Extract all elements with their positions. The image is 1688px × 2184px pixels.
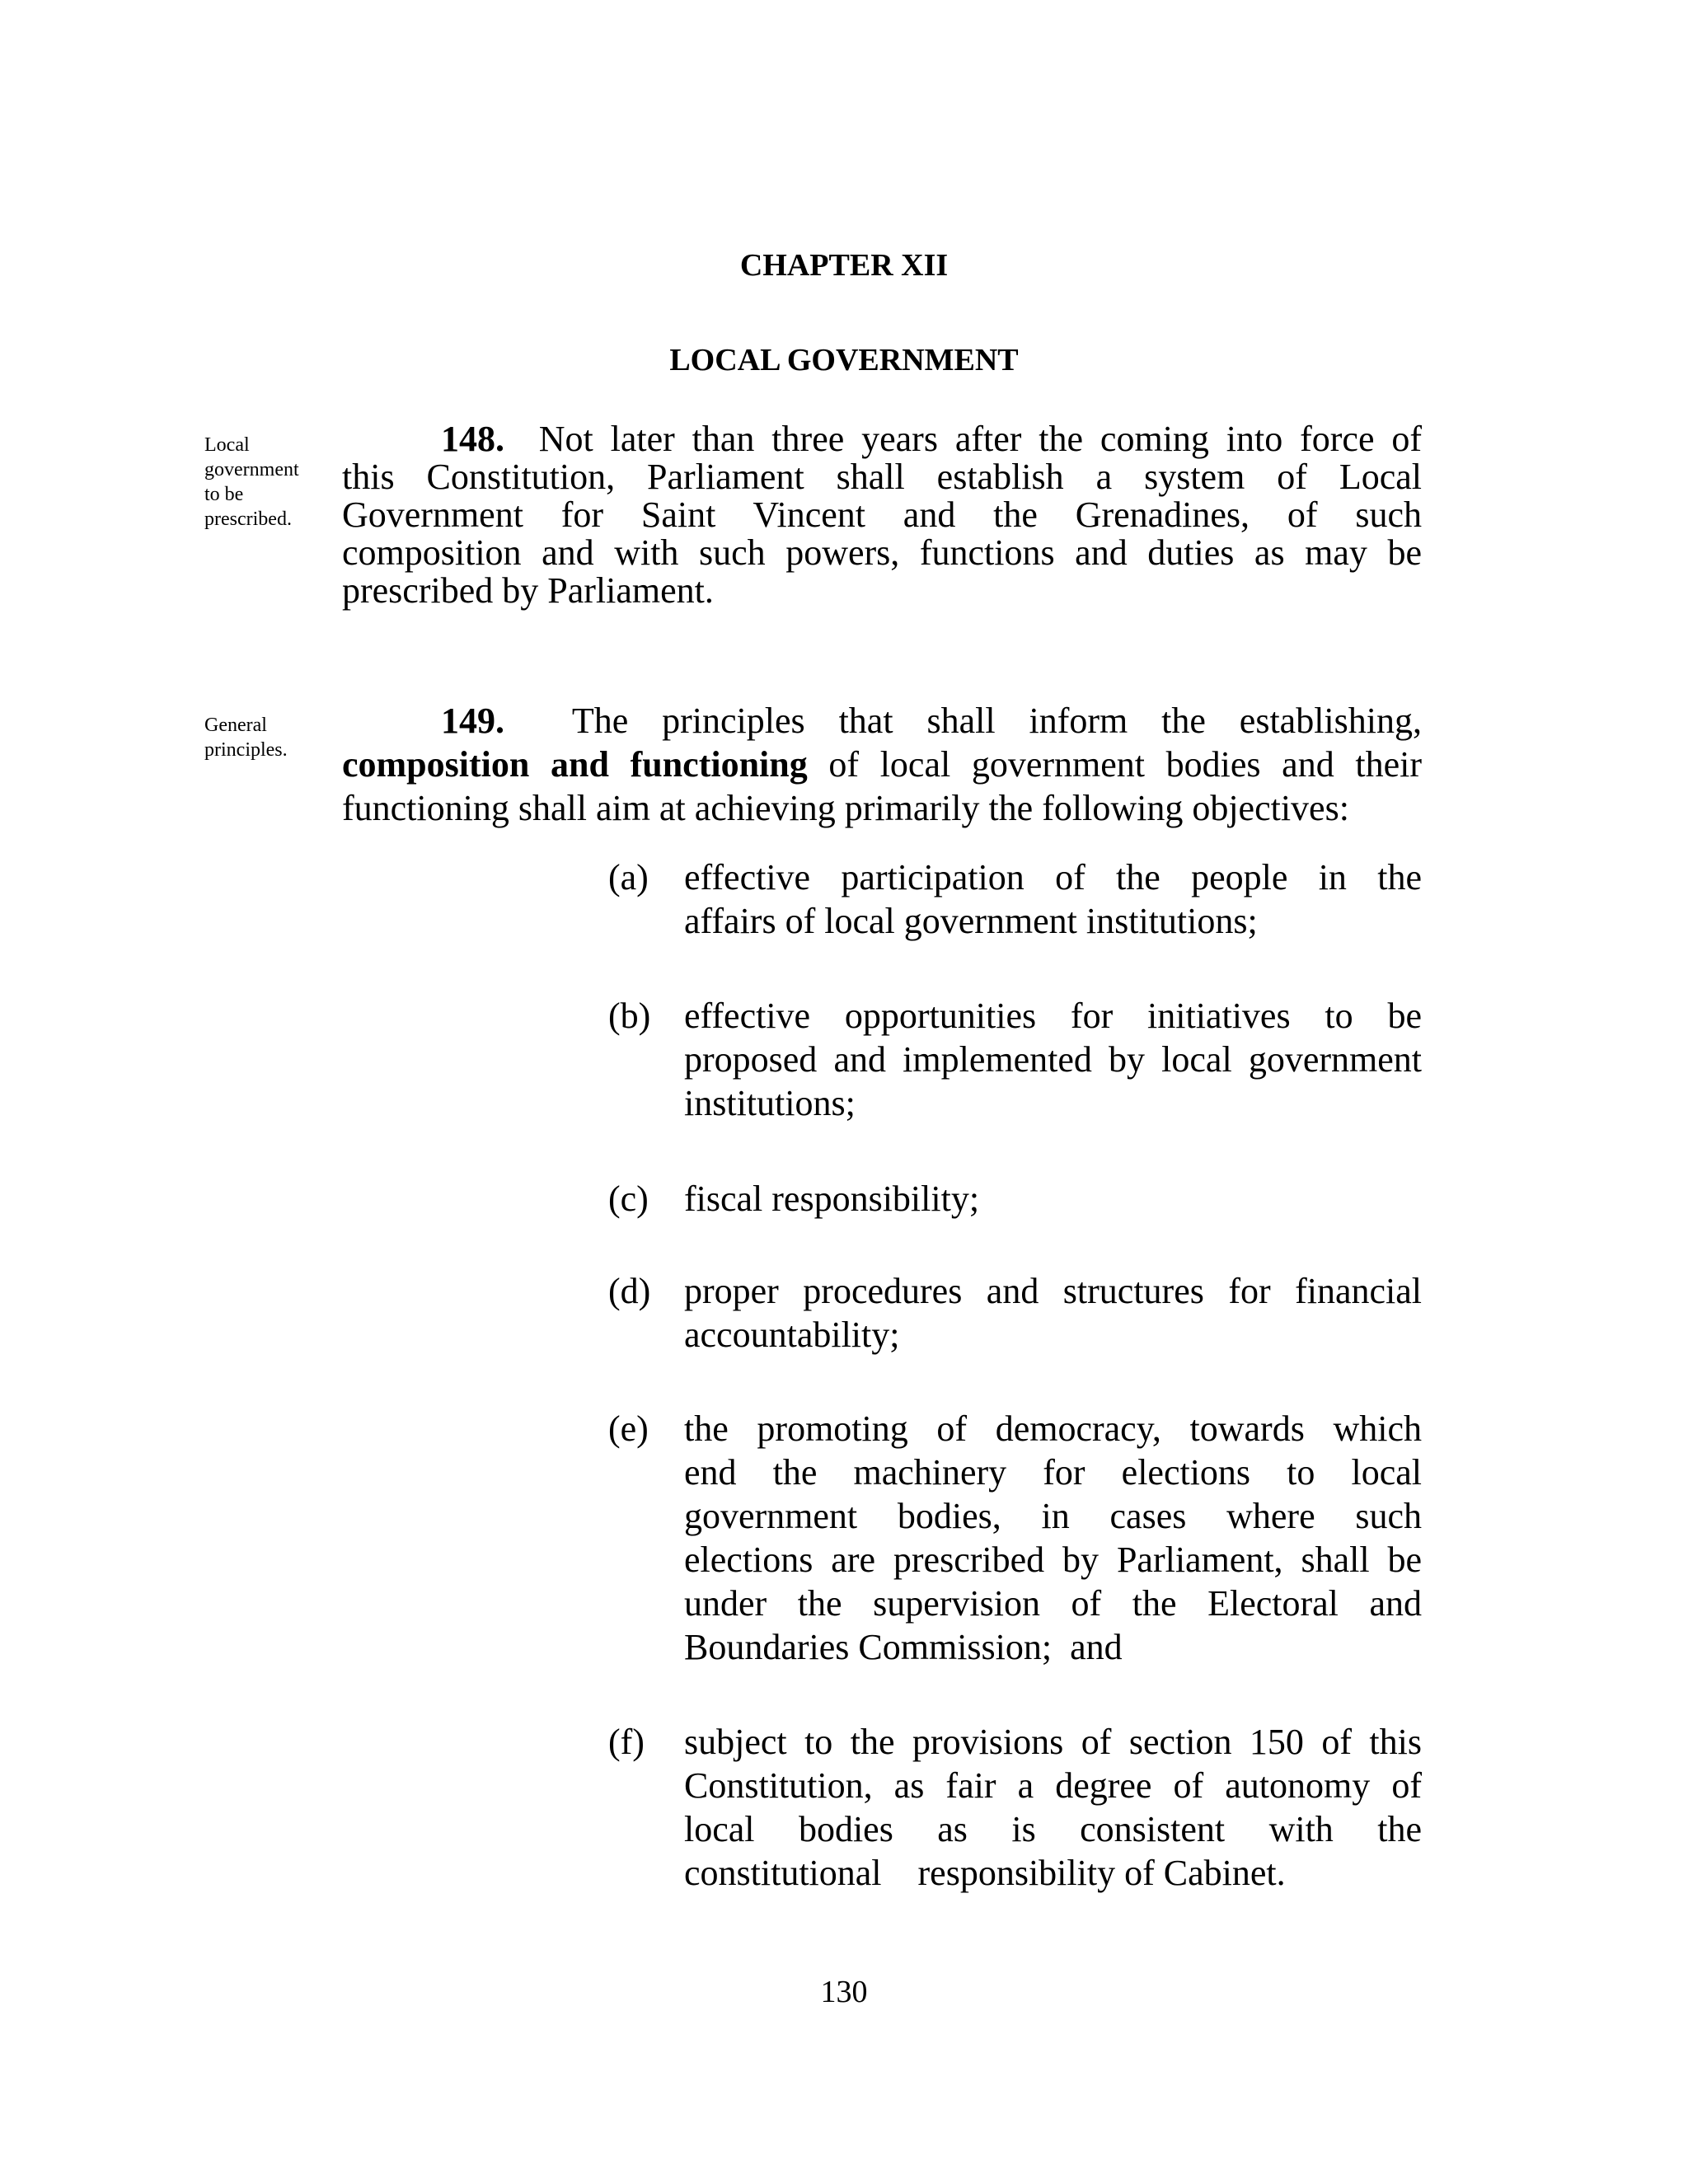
paragraph-line: this Constitution, Parliament shall establish a system of Local xyxy=(342,457,1422,497)
item-line: government bodies, in cases where such xyxy=(684,1496,1422,1536)
item-label: (f) xyxy=(608,1722,645,1762)
item-line: accountability; xyxy=(684,1315,900,1355)
margin-note-line: Local xyxy=(204,434,250,456)
paragraph-line: composition and with such powers, functions and duties as may be xyxy=(342,532,1422,573)
item-line: Constitution, as fair a degree of autonomy of xyxy=(684,1765,1422,1806)
chapter-title: LOCAL GOVERNMENT xyxy=(669,343,1019,377)
margin-note-line: principles. xyxy=(204,739,288,761)
item-line: proper procedures and structures for financial xyxy=(684,1271,1422,1311)
item-line: subject to the provisions of section 150 of this xyxy=(684,1722,1422,1762)
item-text xyxy=(684,1177,1422,1221)
chapter-number: CHAPTER XII xyxy=(739,248,949,283)
page-number: 130 xyxy=(820,1975,868,2009)
item-text xyxy=(684,855,1422,943)
paragraph-line xyxy=(342,699,1422,743)
item-text xyxy=(684,1269,1422,1357)
item-line: affairs of local government institutions; xyxy=(684,901,1258,941)
line-text: Not later than three years after the coming into force of xyxy=(538,419,1423,459)
paragraph-line xyxy=(342,743,1422,786)
item-line: end the machinery for elections to local xyxy=(684,1452,1422,1493)
paragraph-line: functioning shall aim at achieving primarily the following objectives: xyxy=(342,788,1349,828)
paragraph-line: Government for Saint Vincent and the Grenadines, of such xyxy=(342,494,1422,535)
item-line: local bodies as is consistent with the xyxy=(684,1809,1422,1849)
line-text: The principles that shall inform the establishing, xyxy=(571,701,1422,741)
paragraph-line xyxy=(342,420,1422,458)
item-line: fiscal responsibility; xyxy=(684,1179,980,1219)
section-148-paragraph xyxy=(342,420,1422,610)
margin-note-149 xyxy=(204,713,320,762)
line-text: of local government bodies and their xyxy=(807,744,1422,785)
margin-note-148 xyxy=(204,433,320,532)
item-line: effective opportunities for initiatives to be xyxy=(684,996,1422,1036)
margin-note-line: to be xyxy=(204,484,244,505)
item-label: (e) xyxy=(608,1408,649,1449)
item-text xyxy=(684,1407,1422,1669)
item-line: elections are prescribed by Parliament, shall be xyxy=(684,1540,1422,1580)
margin-note-line: General xyxy=(204,715,267,736)
margin-note-line: prescribed. xyxy=(204,509,292,530)
item-line: under the supervision of the Electoral and xyxy=(684,1583,1422,1624)
paragraph-line: prescribed by Parliament. xyxy=(342,570,714,611)
item-text xyxy=(684,1720,1422,1895)
item-line: the promoting of democracy, towards which xyxy=(684,1408,1422,1449)
item-label: (b) xyxy=(608,996,651,1036)
item-line: constitutional responsibility of Cabinet. xyxy=(684,1853,1286,1893)
item-line: institutions; xyxy=(684,1083,856,1123)
item-text xyxy=(684,994,1422,1125)
item-label: (c) xyxy=(608,1179,649,1219)
item-label: (d) xyxy=(608,1271,651,1311)
margin-note-line: government xyxy=(204,459,299,480)
section-number-148: 148. xyxy=(441,419,504,459)
item-line: proposed and implemented by local government xyxy=(684,1039,1422,1080)
bold-phrase: composition and functioning xyxy=(342,744,808,785)
section-number-149: 149. xyxy=(441,701,504,741)
item-line: Boundaries Commission; and xyxy=(684,1627,1123,1667)
item-label: (a) xyxy=(608,857,649,898)
section-149-paragraph xyxy=(342,699,1422,830)
item-line: effective participation of the people in the xyxy=(684,857,1422,898)
